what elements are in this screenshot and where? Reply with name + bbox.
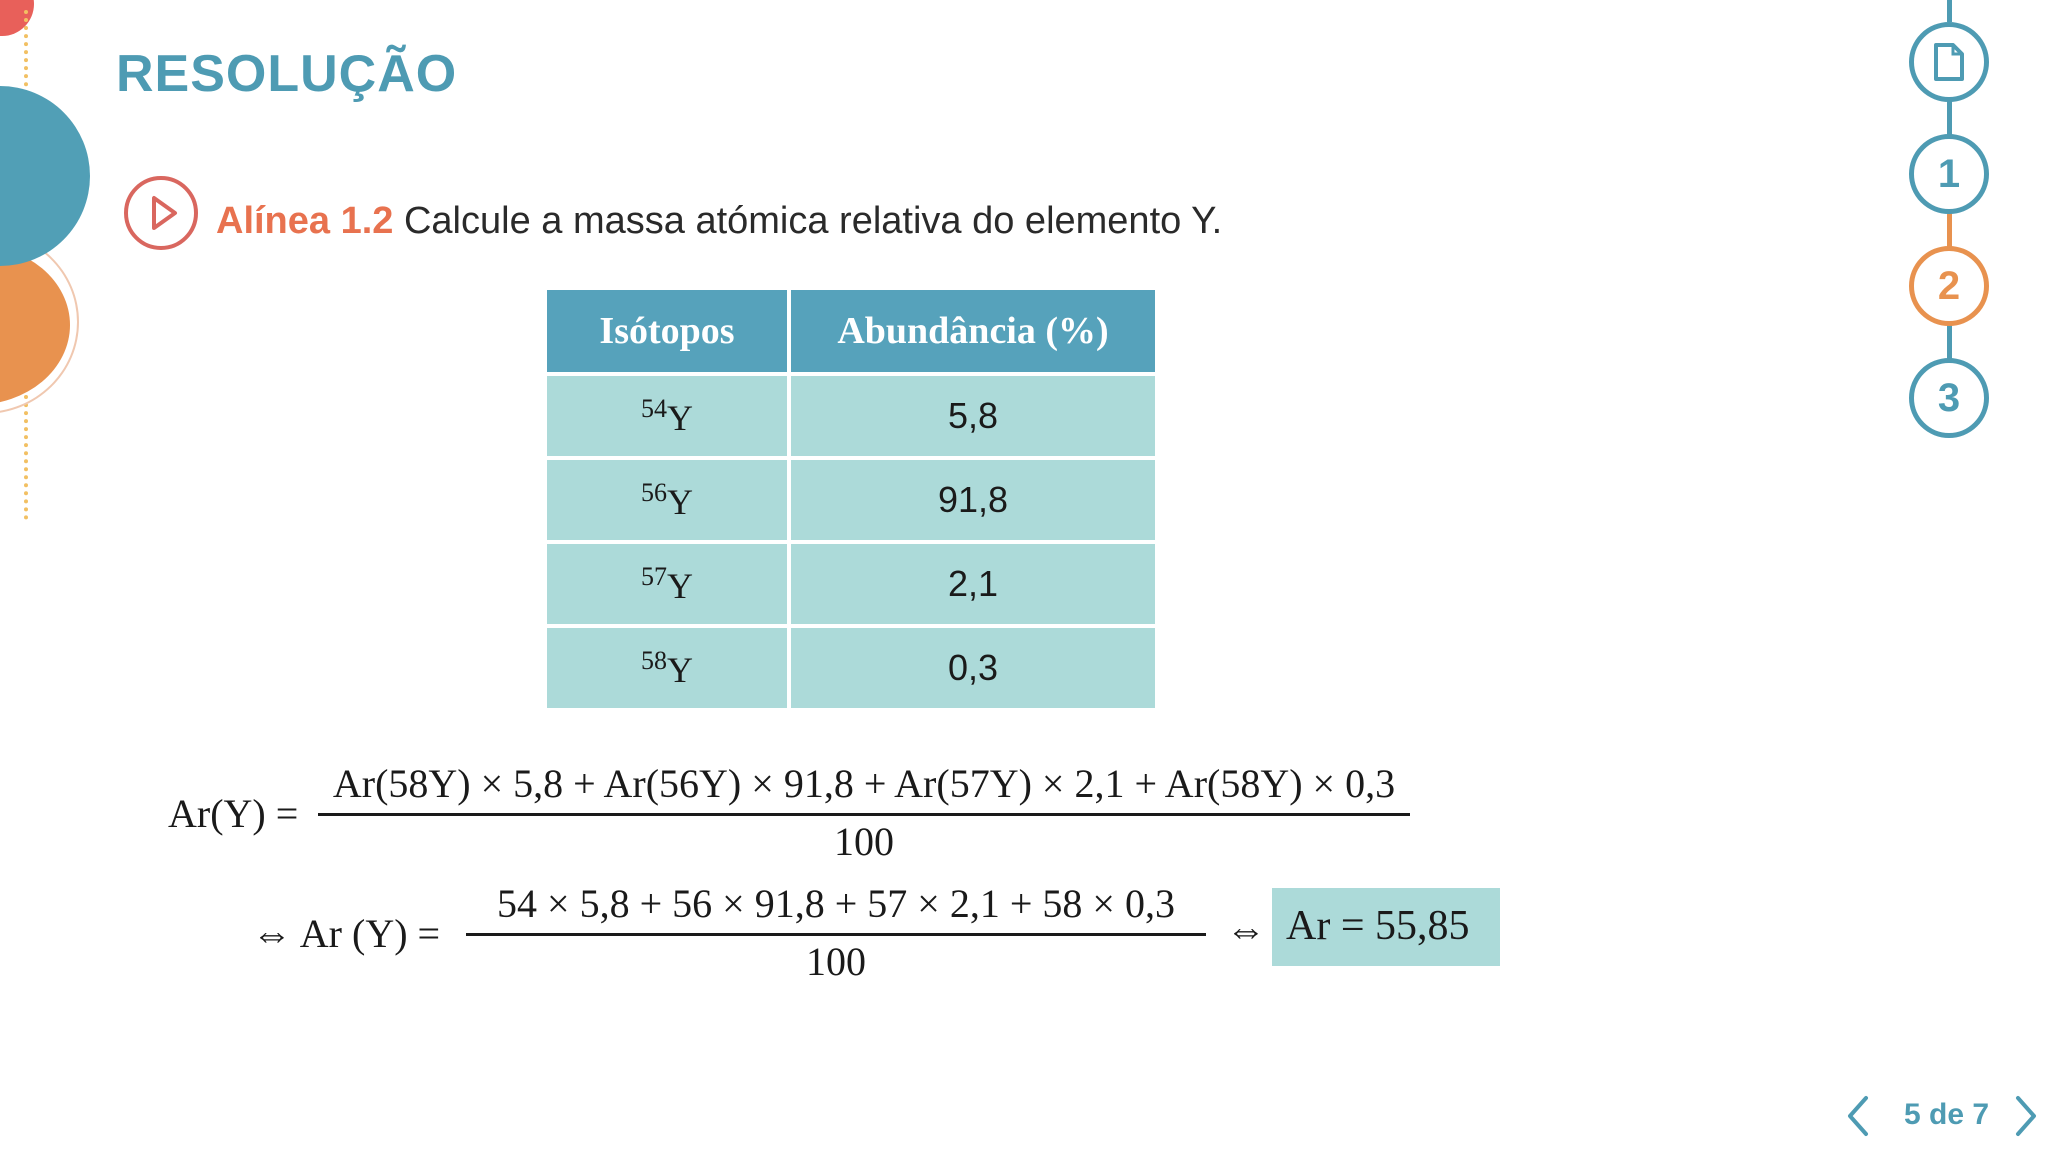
chevron-right-icon: [2010, 1094, 2044, 1138]
decor-circle-red: [0, 0, 34, 36]
prev-page-button[interactable]: [1840, 1094, 1876, 1138]
page-indicator: 5 de 7: [1904, 1098, 1990, 1131]
nav-connector: [1947, 212, 1952, 248]
chevron-left-icon: [1840, 1094, 1876, 1138]
abundance-cell: 0,3: [789, 626, 1157, 710]
question-text: Calcule a massa atómica relativa do elemento Y.: [403, 200, 1223, 242]
decor-circle-teal: [0, 86, 90, 266]
table-row: [545, 374, 1157, 458]
table-row: [545, 542, 1157, 626]
nav-connector: [1947, 100, 1952, 136]
nav-connector-top: [1947, 0, 1952, 22]
nav-connector: [1947, 324, 1952, 360]
equation2-lhs: ⇔ Ar (Y) =: [252, 911, 441, 956]
play-icon: [128, 180, 194, 246]
equation1-fraction-bar: [318, 813, 1410, 816]
equation2-result: Ar = 55,85: [1286, 903, 1470, 949]
abundance-cell: 2,1: [789, 542, 1157, 626]
document-icon: [1932, 42, 1966, 82]
table-header-abundance: Abundância (%): [789, 288, 1157, 374]
isotope-cell: $^{54}$Y: [545, 374, 789, 458]
equation2-numerator: 54 × 5,8 + 56 × 91,8 + 57 × 2,1 + 58 × 0,3: [497, 881, 1175, 926]
table-header-row: [545, 288, 1157, 374]
equation1-denominator: 100: [834, 819, 894, 864]
isotope-cell: $^{56}$Y: [545, 458, 789, 542]
abundance-cell: 5,8: [789, 374, 1157, 458]
equation2-denominator: 100: [806, 939, 866, 984]
table-row: [545, 626, 1157, 710]
page-title: RESOLUÇÃO: [116, 45, 458, 103]
equation2-fraction-bar: [466, 933, 1206, 936]
equation1-numerator: Ar(58Y) × 5,8 + Ar(56Y) × 91,8 + Ar(57Y) × 2,1 + Ar(58Y) × 0,3: [332, 761, 1396, 806]
equation1-lhs: Ar(Y) =: [168, 791, 299, 836]
table-row: [545, 458, 1157, 542]
equation2-implies: ⇔: [1226, 907, 1266, 952]
isotope-cell: $^{58}$Y: [545, 626, 789, 710]
abundance-cell: 91,8: [789, 458, 1157, 542]
nav-step-3[interactable]: 3: [1909, 358, 1989, 438]
isotope-table: [543, 286, 1159, 712]
isotope-cell: $^{57}$Y: [545, 542, 789, 626]
nav-document-button[interactable]: [1909, 22, 1989, 102]
question-label: Alínea 1.2: [216, 200, 394, 242]
table-header-isotopes: Isótopos: [545, 288, 789, 374]
question: [216, 200, 1222, 243]
next-page-button[interactable]: [2010, 1094, 2044, 1138]
nav-step-2[interactable]: 2: [1909, 246, 1989, 326]
play-button[interactable]: [124, 176, 198, 250]
nav-step-1[interactable]: 1: [1909, 134, 1989, 214]
